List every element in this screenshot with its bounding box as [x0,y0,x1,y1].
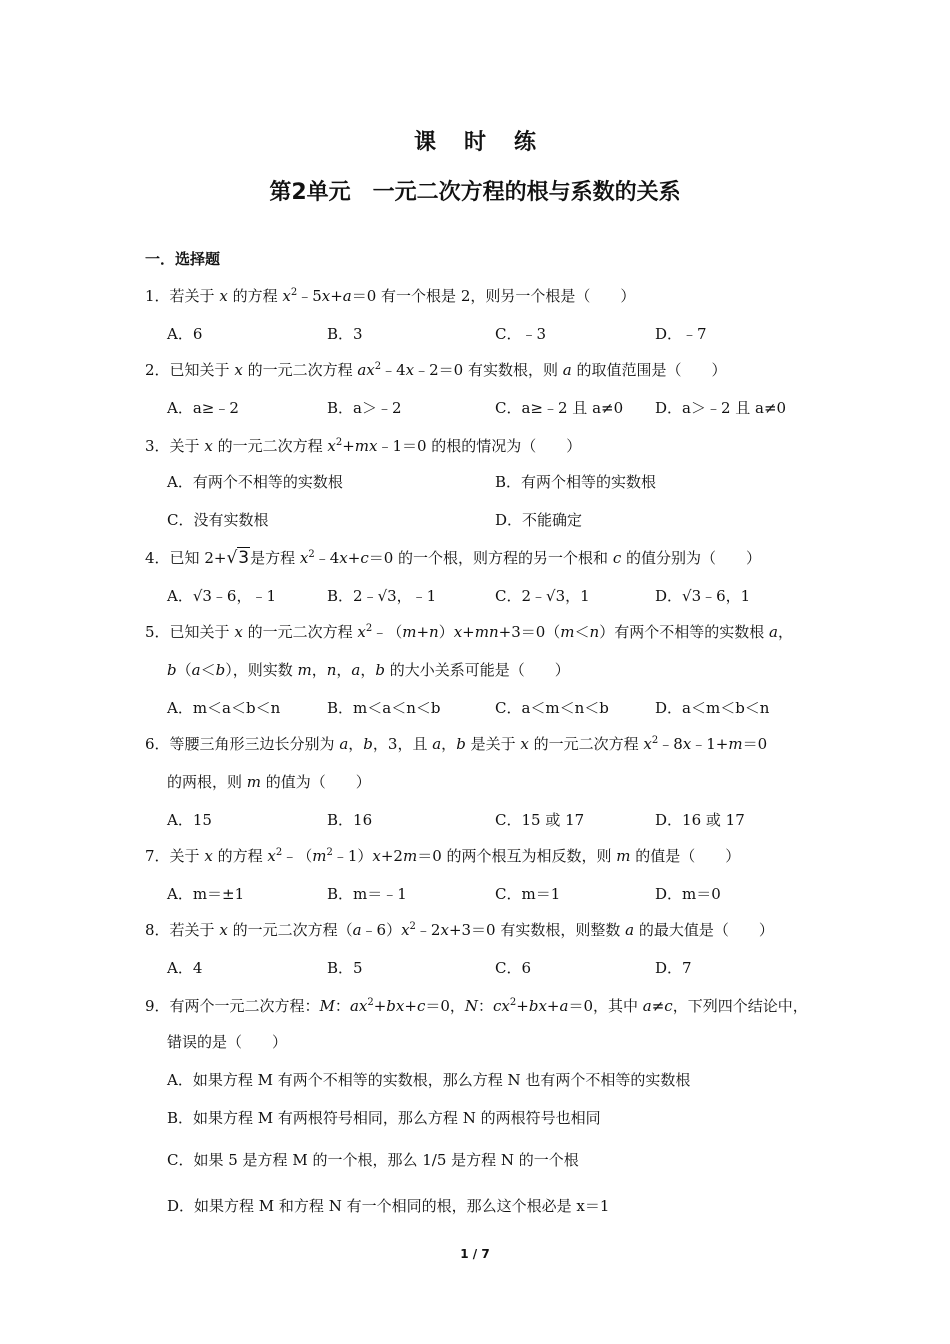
question-number: 5． [145,623,170,641]
option-c: C．6 [495,959,532,977]
question-4-stem: 4．已知 2+√3是方程 $x^2﹣4x+c=0$ 的一个根，则方程的另一个根和 c 的值分别为（ ） [145,548,762,568]
option-b: B．m＜a＜n＜b [327,699,441,717]
question-5-stem-cont: b（a＜b），则实数 m，n，a，b 的大小关系可能是（ ） [167,661,570,679]
option-b: B．5 [327,959,363,977]
option-b: B．2﹣√3，﹣1 [327,587,437,605]
option-d: D．√3﹣6，1 [655,587,751,605]
option-b: B．如果方程 M 有两根符号相同，那么方程 N 的两根符号也相同 [167,1109,601,1127]
page-number: 1 / 7 [460,1247,490,1261]
question-number: 9． [145,997,170,1015]
question-number: 3． [145,437,170,455]
question-number: 4． [145,549,170,567]
page-title [0,125,950,156]
option-a: A．m＝±1 [167,885,245,903]
option-d: D．a＞﹣2 且 a≠0 [655,399,787,417]
option-c: C．15 或 17 [495,811,585,829]
sqrt-3: √3 [226,548,250,568]
title-char: 课 [413,130,436,155]
option-b: B．16 [327,811,373,829]
option-d: D．如果方程 M 和方程 N 有一个相同的根，那么这个根必是 x＝1 [167,1197,610,1215]
option-b: B．有两个相等的实数根 [495,473,657,491]
option-c: C．﹣3 [495,325,547,343]
question-2-stem: 2．已知关于 x 的一元二次方程 $ax^2﹣4x﹣2=0$ 有实数根，则 a 的取值范围是（ ） [145,361,727,379]
option-d: D．﹣7 [655,325,707,343]
option-c: C．没有实数根 [167,511,269,529]
option-a: A．15 [167,811,212,829]
option-c: C．2﹣√3，1 [495,587,590,605]
question-7-stem: 7．关于 x 的方程 $x^2﹣(m^2﹣1)x+2m=0$ 的两个根互为相反数，则 m 的值是（ ） [145,847,741,865]
question-1-stem: 1．若关于 x 的方程 $x^2﹣5x+a=0$ 有一个根是 2，则另一个根是（ ） [145,287,636,305]
question-5-stem: 5．已知关于 x 的一元二次方程 $x^2﹣(m+n)x+mn+3=0(m<n)$有两个不相等的实数根 a， [145,623,793,641]
question-6-stem: 6．等腰三角形三边长分别为 a，b，3，且 a，b 是关于 x 的一元二次方程 $x^2﹣8x﹣1+m=0$ [145,735,768,753]
option-b: B．3 [327,325,363,343]
option-c: C．a＜m＜n＜b [495,699,609,717]
question-3-stem: 3．关于 x 的一元二次方程 $x^2+mx﹣1=0$ 的根的情况为（ ） [145,437,582,455]
page-subtitle: 第2单元 一元二次方程的根与系数的关系 [269,180,681,205]
option-a: A．m＜a＜b＜n [167,699,281,717]
option-a: A．如果方程 M 有两个不相等的实数根，那么方程 N 也有两个不相等的实数根 [167,1071,691,1089]
question-6-stem-cont: 的两根，则 m 的值为（ ） [167,773,371,791]
option-d: D．a＜m＜b＜n [655,699,770,717]
section-heading: 一．选择题 [145,250,221,268]
option-a: A．√3﹣6，﹣1 [167,587,277,605]
question-9-stem: 9．有两个一元二次方程：M：$ax^2+bx+c=0$，N：$cx^2+bx+a=0$，其中 a≠c，下列四个结论中， [145,997,808,1015]
option-d: D．m＝0 [655,885,721,903]
option-a: A．4 [167,959,203,977]
option-a: A．有两个不相等的实数根 [167,473,343,491]
question-number: 6． [145,735,170,753]
option-d: D．16 或 17 [655,811,745,829]
option-d: D．7 [655,959,692,977]
option-c: C．a≥﹣2 且 a≠0 [495,399,624,417]
option-b: B．m＝﹣1 [327,885,407,903]
option-a: A．a≥﹣2 [167,399,239,417]
title-char: 时 [463,130,486,155]
question-number: 8． [145,921,170,939]
question-number: 2． [145,361,170,379]
title-char: 练 [514,130,537,155]
question-number: 7． [145,847,170,865]
question-8-stem: 8．若关于 x 的一元二次方程$(a﹣6)x^2﹣2x+3=0$ 有实数根，则整数 a 的最大值是（ ） [145,921,774,939]
option-c: C．m＝1 [495,885,561,903]
option-c: C．如果 5 是方程 M 的一个根，那么 1/5 是方程 N 的一个根 [167,1151,579,1169]
question-number: 1． [145,287,170,305]
option-b: B．a＞﹣2 [327,399,402,417]
option-d: D．不能确定 [495,511,583,529]
option-a: A．6 [167,325,203,343]
question-9-stem-cont: 错误的是（ ） [167,1033,288,1051]
